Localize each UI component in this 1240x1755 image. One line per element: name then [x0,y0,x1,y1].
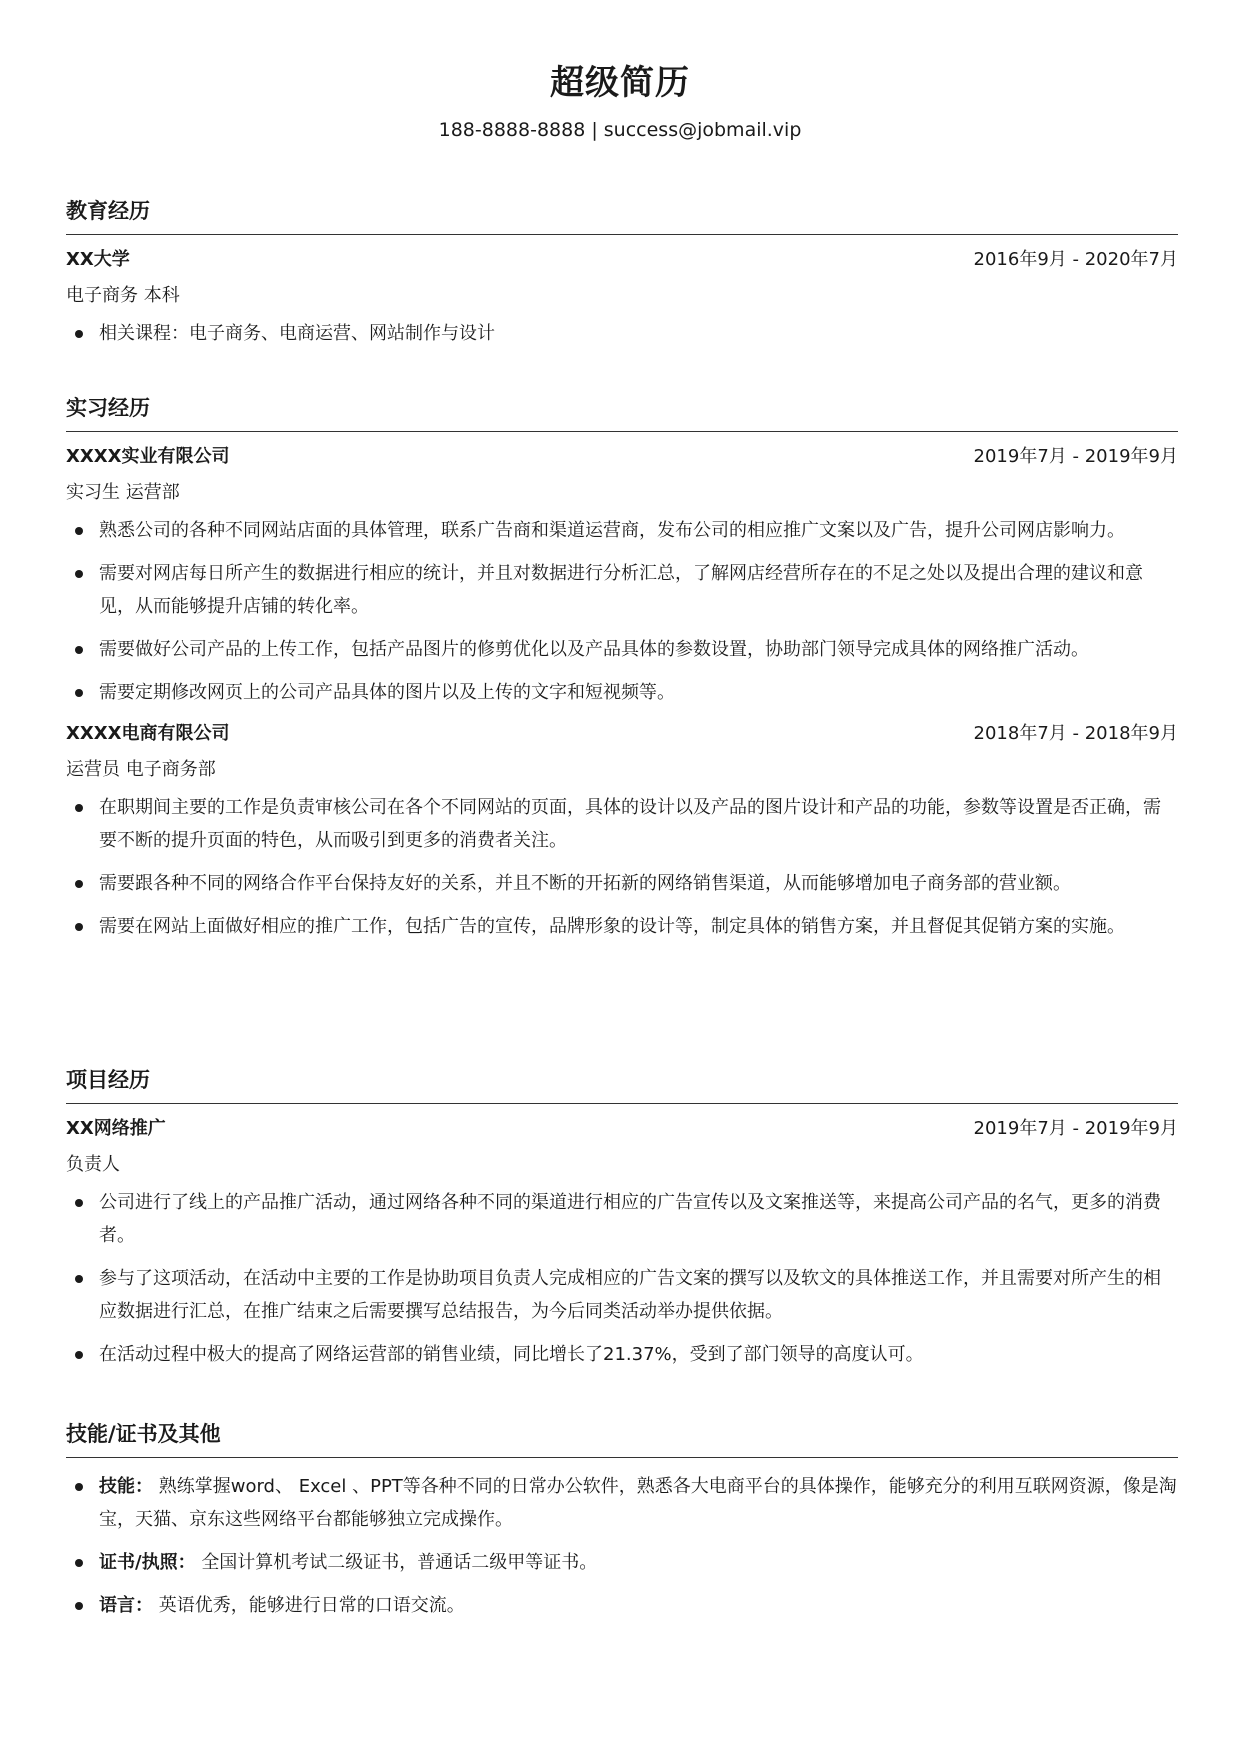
contact-info: 188-8888-8888 | success@jobmail.vip [438,119,802,141]
school-name: XX大学 [66,249,130,270]
list-item: 需要对网店每日所产生的数据进行相应的统计，并且对数据进行分析汇总，了解网店经营所存在的不足之处以及提出合理的建议和意见，从而能够提升店铺的转化率。 [66,557,1178,623]
internship-section [66,393,1178,953]
list-item: 公司进行了线上的产品推广活动，通过网络各种不同的渠道进行相应的广告宣传以及文案推送等，来提高公司产品的名气，更多的消费者。 [66,1186,1178,1252]
role: 负责人 [66,1154,120,1175]
skill-text: 熟练掌握word、 Excel 、PPT等各种不同的日常办公软件，熟悉各大电商平台的具体操作，能够充分的利用互联网资源，像是淘宝，天猫、京东这些网络平台都能够独立完成操作。 [99,1476,1177,1530]
bullet-list [66,1470,1178,1622]
skill-label: 技能： [99,1476,153,1497]
section-title: 项目经历 [66,1065,1178,1104]
internship-entry [66,442,1178,709]
bullet-icon [75,1559,83,1567]
bullet-icon [75,1351,83,1359]
list-item [66,1470,1178,1536]
projects-section [66,1065,1178,1381]
bullet-list [66,514,1178,709]
bullet-list [66,1186,1178,1371]
entry-date: 2018年7月 - 2018年9月 [973,723,1178,744]
role: 运营员 电子商务部 [66,759,216,780]
role: 实习生 运营部 [66,482,180,503]
bullet-icon [75,804,83,812]
list-item [66,1546,1178,1579]
bullet-icon [75,689,83,697]
company-name: XXXX实业有限公司 [66,446,230,467]
education-entry [66,245,1178,350]
skill-label: 证书/执照： [99,1552,196,1573]
bullet-icon [75,1199,83,1207]
bullet-icon [75,330,83,338]
list-item: 需要定期修改网页上的公司产品具体的图片以及上传的文字和短视频等。 [66,676,1178,709]
bullet-icon [75,1483,83,1491]
section-title: 技能/证书及其他 [66,1419,1178,1458]
list-item: 需要在网站上面做好相应的推广工作，包括广告的宣传，品牌形象的设计等，制定具体的销售方案，并且督促其促销方案的实施。 [66,910,1178,943]
degree: 电子商务 本科 [66,285,180,306]
list-item: 参与了这项活动，在活动中主要的工作是协助项目负责人完成相应的广告文案的撰写以及软文的具体推送工作，并且需要对所产生的相应数据进行汇总，在推广结束之后需要撰写总结报告，为今后同类活动举办提供依据。 [66,1262,1178,1328]
skill-text: 英语优秀，能够进行日常的口语交流。 [158,1595,465,1616]
education-section [66,196,1178,360]
entry-date: 2016年9月 - 2020年7月 [973,249,1178,270]
list-item: 在活动过程中极大的提高了网络运营部的销售业绩，同比增长了21.37%，受到了部门领导的高度认可。 [66,1338,1178,1371]
section-title: 实习经历 [66,393,1178,432]
project-name: XX网络推广 [66,1118,166,1139]
bullet-list [66,791,1178,943]
entry-date: 2019年7月 - 2019年9月 [973,446,1178,467]
bullet-icon [75,570,83,578]
resume-name: 超级简历 [550,63,690,103]
bullet-icon [75,923,83,931]
bullet-icon [75,646,83,654]
bullet-icon [75,1275,83,1283]
bullet-icon [75,527,83,535]
list-item: 在职期间主要的工作是负责审核公司在各个不同网站的页面，具体的设计以及产品的图片设计和产品的功能，参数等设置是否正确，需要不断的提升页面的特色，从而吸引到更多的消费者关注。 [66,791,1178,857]
company-name: XXXX电商有限公司 [66,723,230,744]
list-item [66,1589,1178,1622]
bullet-icon [75,880,83,888]
skill-label: 语言： [99,1595,153,1616]
skill-text: 全国计算机考试二级证书，普通话二级甲等证书。 [201,1552,598,1573]
list-item: 需要做好公司产品的上传工作，包括产品图片的修剪优化以及产品具体的参数设置，协助部门领导完成具体的网络推广活动。 [66,633,1178,666]
project-entry [66,1114,1178,1371]
list-item: 需要跟各种不同的网络合作平台保持友好的关系，并且不断的开拓新的网络销售渠道，从而能够增加电子商务部的营业额。 [66,867,1178,900]
bullet-icon [75,1602,83,1610]
bullet-list [66,317,1178,350]
skills-section [66,1419,1178,1632]
list-item: 熟悉公司的各种不同网站店面的具体管理，联系广告商和渠道运营商，发布公司的相应推广文案以及广告，提升公司网店影响力。 [66,514,1178,547]
entry-date: 2019年7月 - 2019年9月 [973,1118,1178,1139]
internship-entry [66,719,1178,943]
list-item: 相关课程：电子商务、电商运营、网站制作与设计 [66,317,1178,350]
section-title: 教育经历 [66,196,1178,235]
